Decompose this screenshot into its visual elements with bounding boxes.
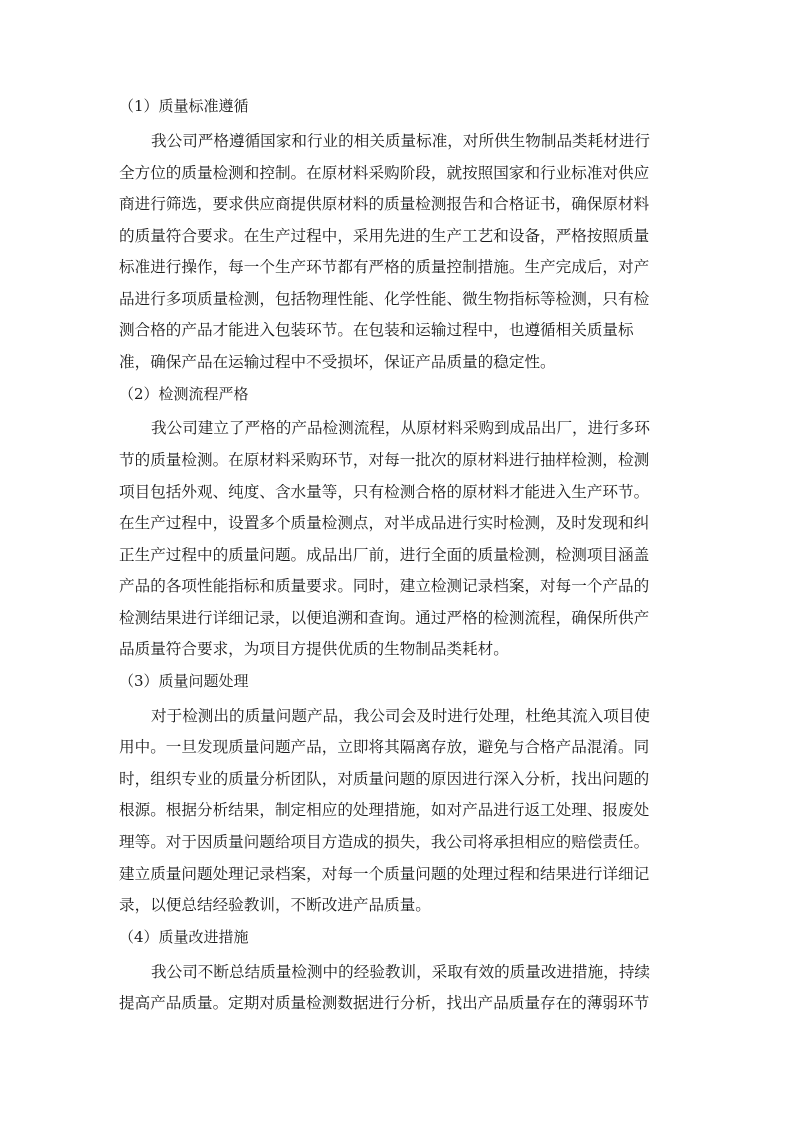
section-1-line-3: 商进行筛选，要求供应商提供原材料的质量检测报告和合格证书，确保原材料 (119, 195, 650, 213)
section-3-line-5: 理等。对于因质量问题给项目方造成的损失，我公司将承担相应的赔偿责任。 (119, 833, 650, 851)
section-2-line-1: 我公司建立了严格的产品检测流程，从原材料采购到成品出厂，进行多环 (151, 419, 651, 437)
section-4-heading: （4）质量改进措施 (119, 928, 249, 946)
section-3-line-4: 根源。根据分析结果，制定相应的处理措施，如对产品进行返工处理、报废处 (119, 801, 650, 819)
section-2-line-6: 产品的各项性能指标和质量要求。同时，建立检测记录档案，对每一个产品的 (119, 577, 650, 595)
section-2-line-3: 项目包括外观、纯度、含水量等，只有检测合格的原材料才能进入生产环节。 (119, 483, 650, 501)
section-3-heading: （3）质量问题处理 (119, 672, 249, 690)
section-3-line-3: 时，组织专业的质量分析团队，对质量问题的原因进行深入分析，找出问题的 (119, 770, 650, 788)
section-2-line-8: 品质量符合要求，为项目方提供优质的生物制品类耗材。 (119, 640, 509, 658)
section-3-line-7: 录，以便总结经验教训，不断改进产品质量。 (119, 896, 431, 914)
section-1-line-4: 的质量符合要求。在生产过程中，采用先进的生产工艺和设备，严格按照质量 (119, 227, 650, 245)
section-1-line-6: 品进行多项质量检测，包括物理性能、化学性能、微生物指标等检测，只有检 (119, 290, 650, 308)
section-3-line-6: 建立质量问题处理记录档案，对每一个质量问题的处理过程和结果进行详细记 (119, 865, 650, 883)
section-3-line-1: 对于检测出的质量问题产品，我公司会及时进行处理，杜绝其流入项目使 (151, 707, 651, 725)
section-2-line-4: 在生产过程中，设置多个质量检测点，对半成品进行实时检测，及时发现和纠 (119, 514, 650, 532)
section-1-line-7: 测合格的产品才能进入包装环节。在包装和运输过程中，也遵循相关质量标 (119, 321, 634, 339)
section-3-line-2: 用中。一旦发现质量问题产品，立即将其隔离存放，避免与合格产品混淆。同 (119, 738, 650, 756)
section-2-line-5: 正生产过程中的质量问题。成品出厂前，进行全面的质量检测，检测项目涵盖 (119, 546, 650, 564)
section-4-line-1: 我公司不断总结质量检测中的经验教训，采取有效的质量改进措施，持续 (151, 963, 651, 981)
section-1-line-5: 标准进行操作，每一个生产环节都有严格的质量控制措施。生产完成后，对产 (119, 258, 650, 276)
section-2-heading: （2）检测流程严格 (119, 385, 249, 403)
section-4-line-2: 提高产品质量。定期对质量检测数据进行分析，找出产品质量存在的薄弱环节 (119, 994, 650, 1012)
section-2-line-7: 检测结果进行详细记录，以便追溯和查询。通过严格的检测流程，确保所供产 (119, 609, 650, 627)
section-1-line-1: 我公司严格遵循国家和行业的相关质量标准，对所供生物制品类耗材进行 (151, 132, 651, 150)
section-1-heading: （1）质量标准遵循 (119, 97, 249, 115)
section-2-line-2: 节的质量检测。在原材料采购环节，对每一批次的原材料进行抽样检测，检测 (119, 451, 650, 469)
section-1-line-2: 全方位的质量检测和控制。在原材料采购阶段，就按照国家和行业标准对供应 (119, 164, 650, 182)
section-1-line-8: 准，确保产品在运输过程中不受损坏，保证产品质量的稳定性。 (119, 353, 556, 371)
